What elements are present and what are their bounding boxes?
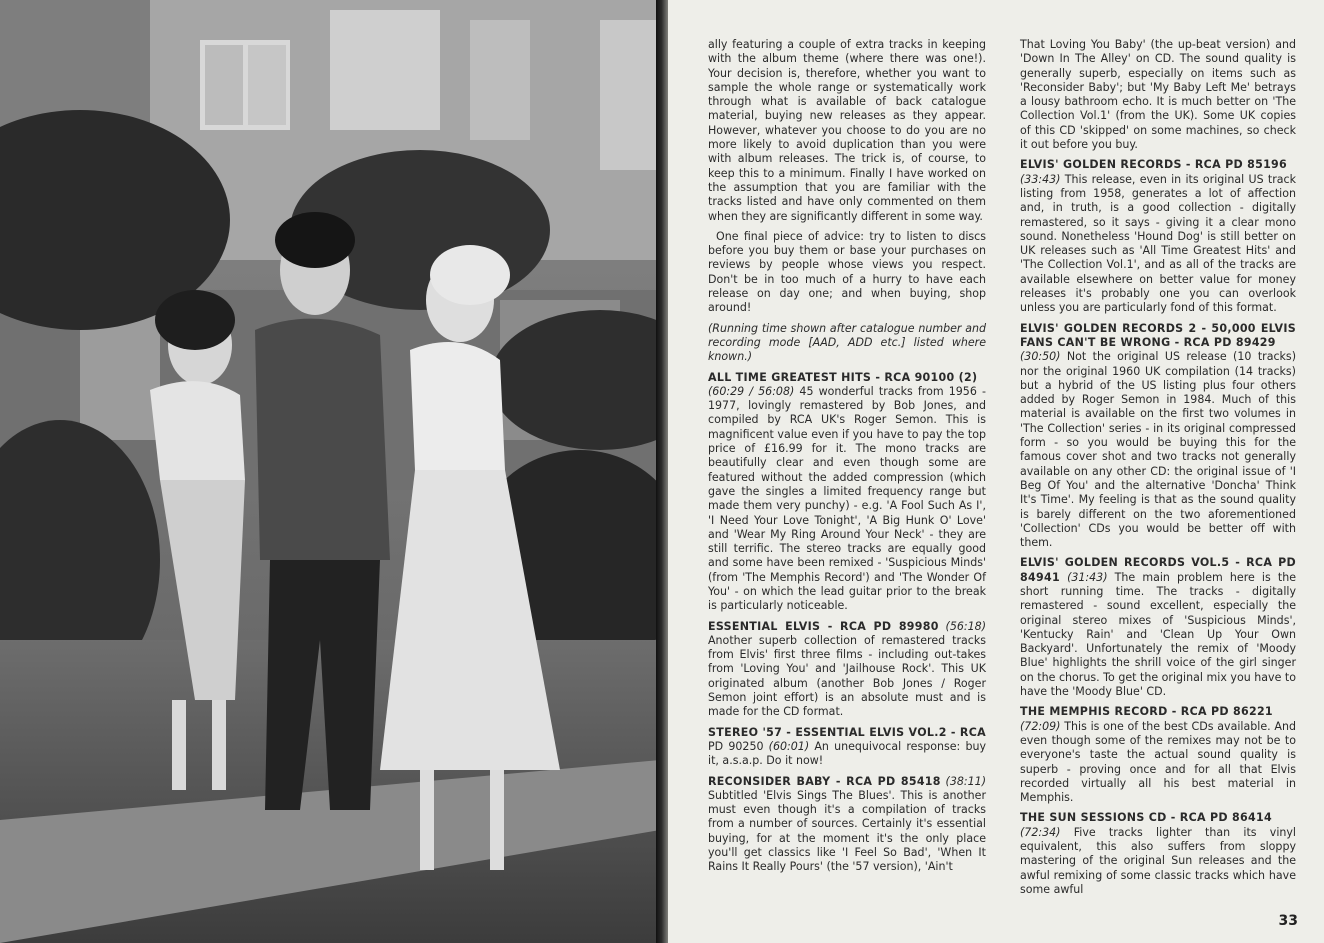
entry-sun-sessions <box>1020 811 1296 897</box>
entry-time: (38:11) <box>940 774 987 788</box>
entry-memphis-record <box>1020 705 1296 805</box>
entry-title: RECONSIDER BABY - RCA PD 85418 <box>708 774 941 788</box>
entry-time: (31:43) <box>1059 570 1108 584</box>
entry-time: (60:29 / 56:08) <box>708 384 795 398</box>
entry-body: Another superb collection of remastered tracks from Elvis' first three films - including out-takes from 'Loving You' and 'Jailhouse Rock'. This UK originated album (another Bob Jones / Roger Semon joint effort) is an absolute must and is made for the CD format. <box>708 633 986 719</box>
entry-time: (72:34) <box>1020 825 1061 839</box>
entry-all-time-greatest-hits <box>708 371 986 614</box>
entry-title: STEREO '57 - ESSENTIAL ELVIS VOL.2 - RCA <box>708 725 986 739</box>
intro-paragraph: ally featuring a couple of extra tracks in keeping with the album theme (where there was one!). Your decision is, therefore, whether you want to sample the whole range or systematically work through what is available of back catalogue material, buying new releases as they appear. However, whatever you choose to do you are no more likely to avoid duplication than you were with album releases. The trick is, of course, to keep this to a minimum. Finally I have worked on the assumption that you are familiar with the tracks listed and have only commented on them when they are significantly different in some way. <box>708 38 986 223</box>
entry-time: (30:50) <box>1020 350 1061 364</box>
running-time-note: (Running time shown after catalogue number and recording mode [AAD, ADD etc.] listed where known.) <box>708 321 986 364</box>
entry-golden-records-2 <box>1020 322 1296 551</box>
entry-body: Subtitled 'Elvis Sings The Blues'. This is another must even though it's a compilation of tracks from a number of sources. Certainly it's essential buying, for at the moment it's the only place you'll get classics like 'I Feel So Bad', 'When It Rains It Really Pours' (the '57 version), 'Ain't <box>708 788 986 874</box>
entry-title: ELVIS' GOLDEN RECORDS VOL.5 - RCA PD 84941 <box>1020 556 1296 584</box>
entry-title: THE MEMPHIS RECORD - RCA PD 86221 <box>1020 705 1273 719</box>
text-page <box>668 0 1324 943</box>
entry-title: ELVIS' GOLDEN RECORDS - RCA PD 85196 <box>1020 158 1288 172</box>
entry-title: ESSENTIAL ELVIS - RCA PD 89980 <box>708 619 939 633</box>
entry-stereo-57 <box>708 726 986 769</box>
entry-golden-records-vol5 <box>1020 556 1296 699</box>
entry-title: ALL TIME GREATEST HITS - RCA 90100 (2) <box>708 370 978 384</box>
right-column <box>1020 38 1296 903</box>
entry-title-cont: PD 90250 <box>708 739 764 753</box>
advice-paragraph: One final piece of advice: try to listen to discs before you buy them or base your purchases on reviews by people whose views you respect. Don't be in too much of a hurry to have each release on day one; and when buying, shop around! <box>708 229 986 315</box>
entry-reconsider-baby <box>708 775 986 875</box>
entry-body: 45 wonderful tracks from 1956 - 1977, lovingly remastered by Bob Jones, and compiled by RCA UK's Roger Semon. This is magnificent value even if you have to pay the top price of £16.99 for it. The mono tracks are beautifully clear and even though some are featured without the added compression (which gave the singles a limited frequency range but made them very punchy) - e.g. 'A Fool Such As I', 'I Need Your Love Tonight', 'A Big Hunk O' Love' and 'Wear My Ring Around Your Neck' - they are still terrific. The stereo tracks are equally good and some have been remixed - 'Suspicious Minds' (from 'The Memphis Record') and 'The Wonder Of You' - on which the lead guitar prior to the break is particularly noticeable. <box>708 384 986 613</box>
entry-body: Five tracks lighter than its vinyl equivalent, this also suffers from sloppy mastering of the original Sun releases and the awful remixing of some classic tracks which have some awful <box>1020 825 1296 896</box>
entry-body: The main problem here is the short running time. The tracks - digitally remastered - sound excellent, especially the original stereo mixes of 'Suspicious Minds', 'Kentucky Rain' and 'Clean Up Your Own Backyard'. Unfortunately the remix of 'Moody Blue' highlights the shrill voice of the girl singer on the chorus. To get the original mix you have to have the 'Moody Blue' CD. <box>1020 570 1296 699</box>
entry-essential-elvis <box>708 620 986 720</box>
entry-body: Not the original US release (10 tracks) nor the original 1960 UK compilation (14 tracks) but a hybrid of the US listing plus four others added by Roger Semon in 1984. Much of this material is available on the first two volumes in 'The Collection' series - in its original compressed form - so you would be buying this for the famous cover shot and two tracks not generally available on any other CD: the original issue of 'I Beg Of You' and the alternative 'Doncha' Think It's Time'. My feeling is that as the sound quality is barely different on the two aforementioned 'Collection' CDs you would be better off with them. <box>1020 350 1296 550</box>
page-number: 33 <box>1278 913 1298 929</box>
entry-title: ELVIS' GOLDEN RECORDS 2 - 50,000 ELVIS FANS CAN'T BE WRONG - RCA PD 89429 <box>1020 321 1296 349</box>
photo-page <box>0 0 660 943</box>
continued-paragraph: That Loving You Baby' (the up-beat version) and 'Down In The Alley' on CD. The sound quality is generally superb, especially on items such as 'Reconsider Baby'; but 'My Baby Left Me' betrays a lousy bathroom echo. It is much better on 'The Collection Vol.1' (from the UK). Some UK copies of this CD 'skipped' on some machines, so check it out before you buy. <box>1020 38 1296 152</box>
entry-body: An unequivocal response: buy it, a.s.a.p. Do it now! <box>708 739 986 768</box>
entry-time: (72:09) <box>1020 719 1061 733</box>
entry-title: THE SUN SESSIONS CD - RCA PD 86414 <box>1020 811 1272 825</box>
entry-body: This release, even in its original US track listing from 1958, generates a lot of affection and, in truth, is a good collection - digitally remastered, so it says - giving it a clear mono sound. Nonetheless 'Hound Dog' is still better on UK releases such as 'All Time Greatest Hits' and 'The Collection Vol.1', and as all of the tracks are available elsewhere on better value for money releases it's probably one you can overlook unless you are particularly fond of this format. <box>1020 172 1296 315</box>
elvis-with-two-women-photo <box>0 0 660 943</box>
entry-body: This is one of the best CDs available. And even though some of the remixes may not be to everyone's taste the actual sound quality is superb - proving once and for all that Elvis recorded virtually all his best material in Memphis. <box>1020 719 1296 805</box>
entry-time: (60:01) <box>763 739 810 753</box>
left-column <box>708 38 986 881</box>
entry-time: (33:43) <box>1020 172 1061 186</box>
entry-time: (56:18) <box>938 619 986 633</box>
entry-golden-records <box>1020 158 1296 315</box>
